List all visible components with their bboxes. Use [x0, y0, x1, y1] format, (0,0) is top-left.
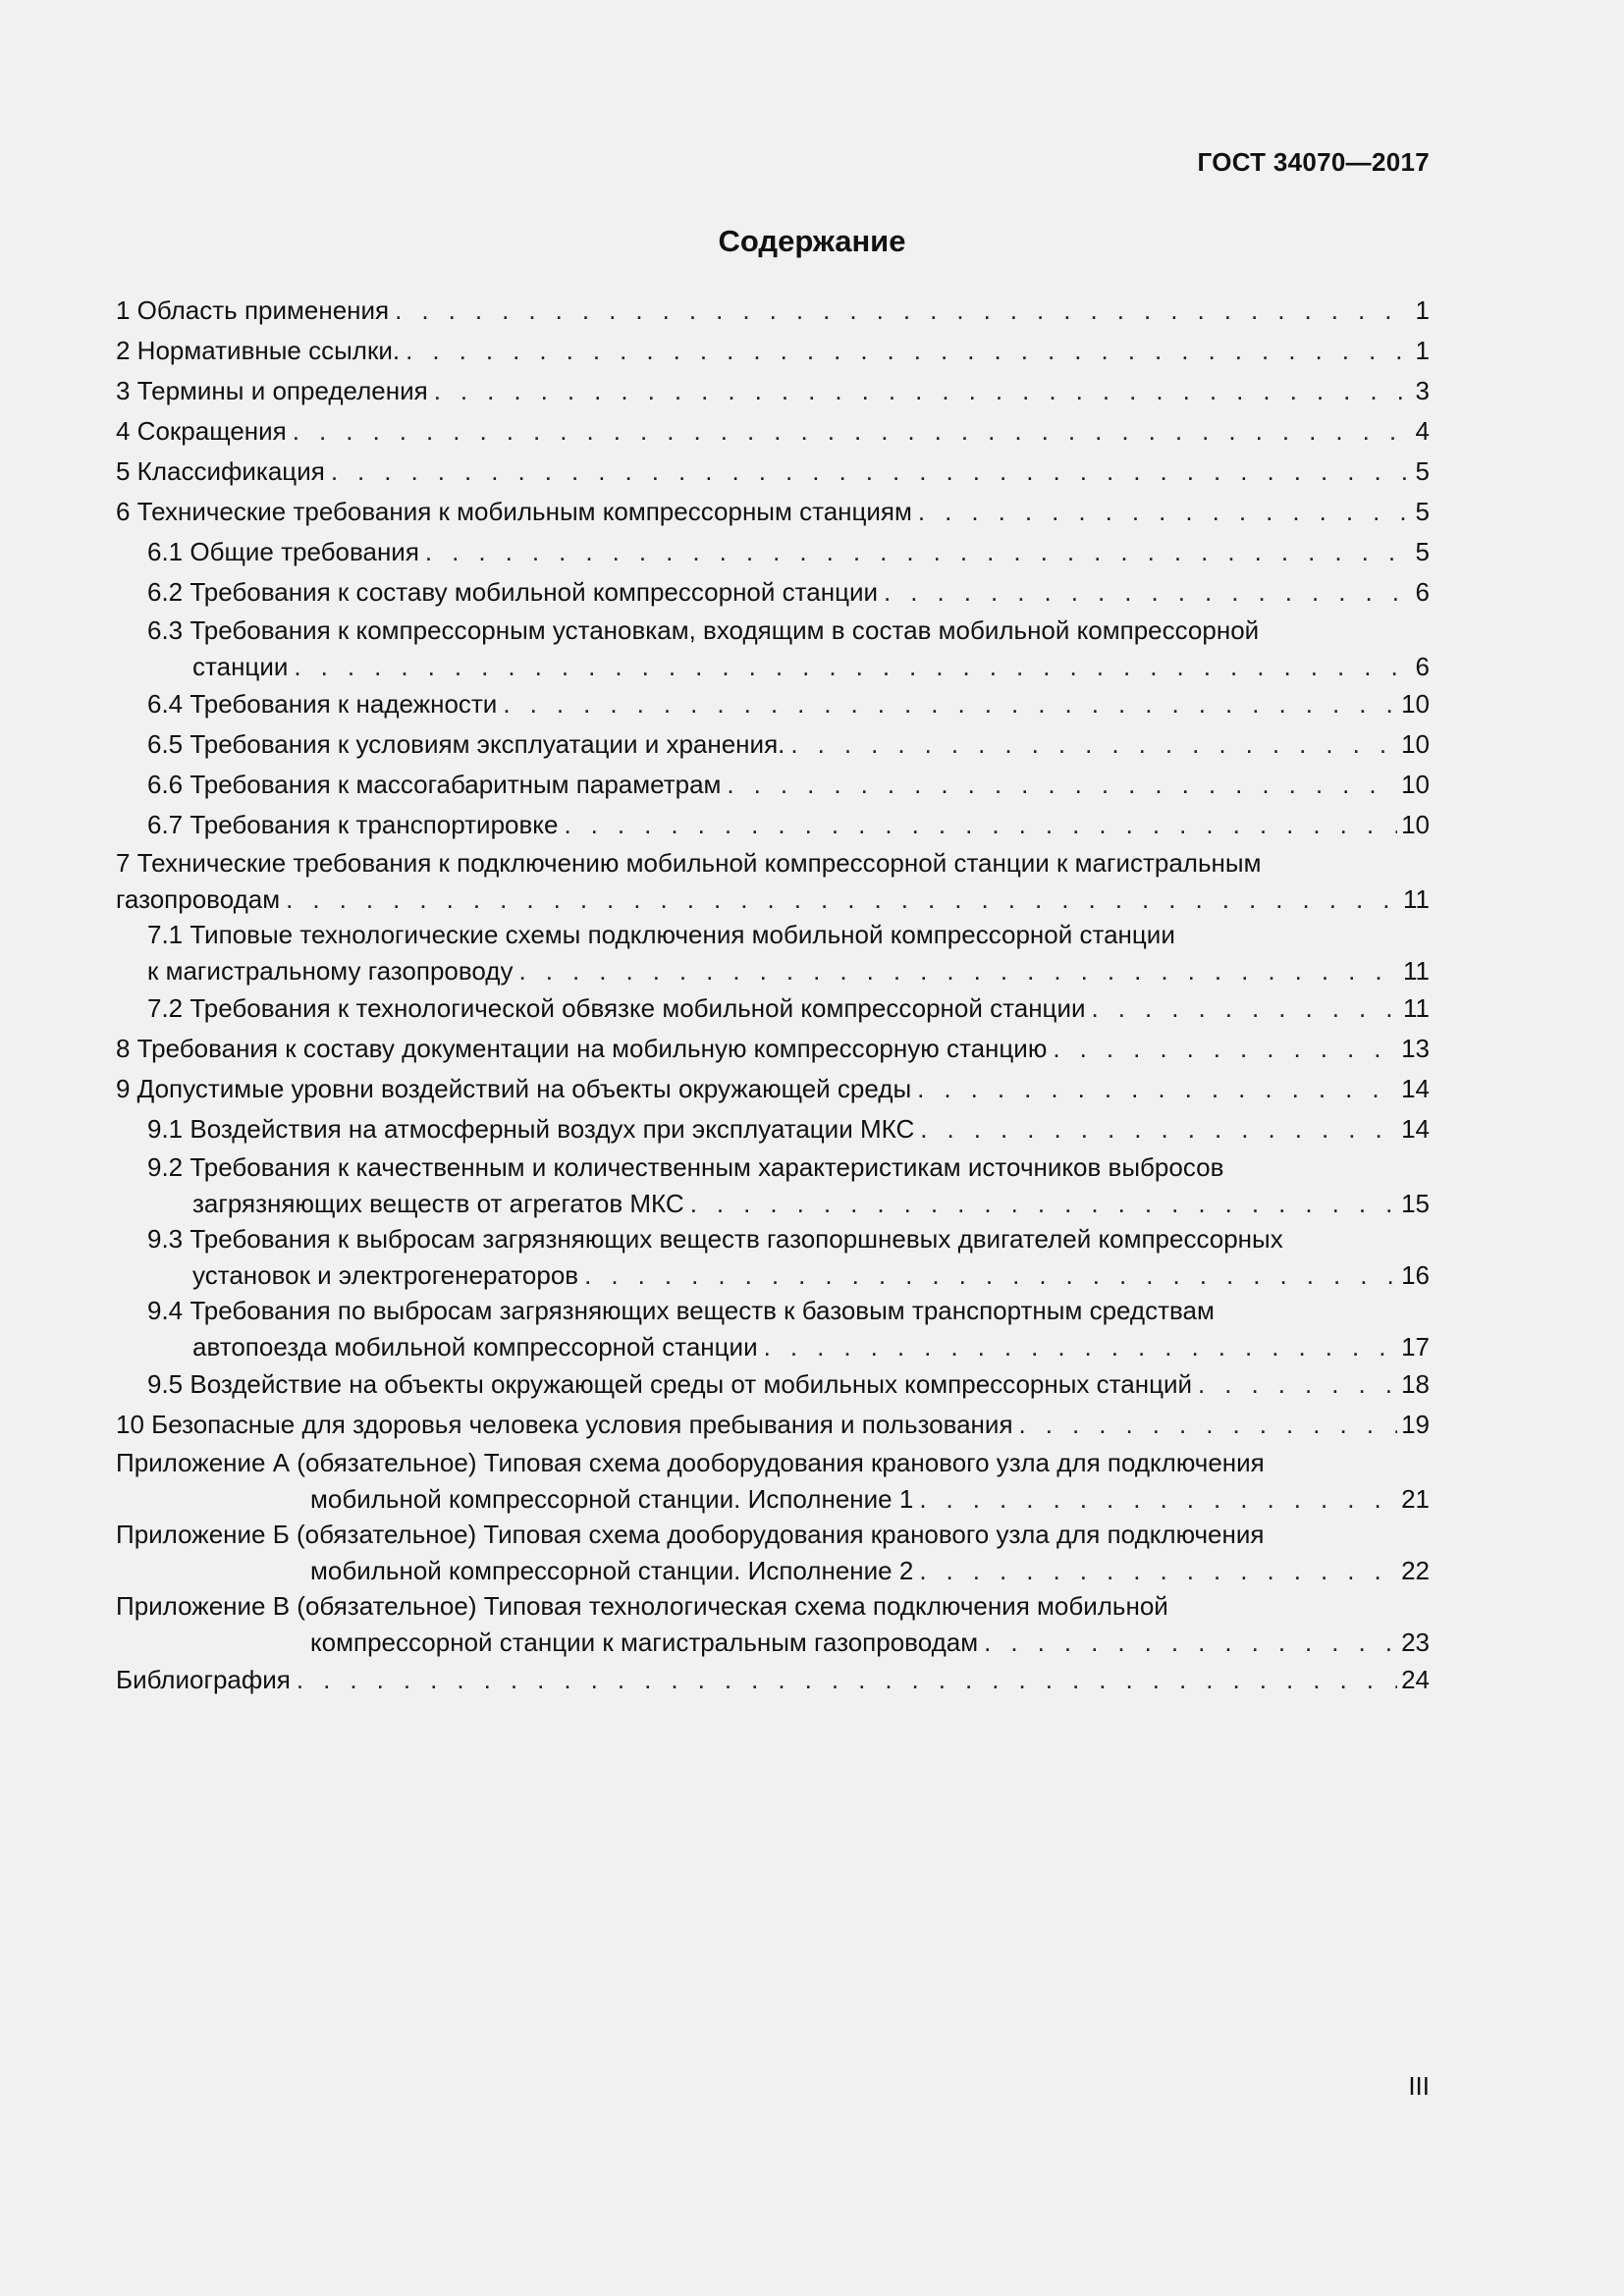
leader-dots [503, 684, 1397, 724]
leader-dots [286, 881, 1399, 917]
toc-entry-page: 11 [1403, 956, 1430, 986]
leader-dots [727, 765, 1397, 805]
toc-entry[interactable] [116, 684, 1430, 724]
leader-dots [434, 371, 1406, 411]
leader-dots [293, 411, 1406, 452]
toc-entry-page: 16 [1401, 1260, 1430, 1290]
toc-entry[interactable] [116, 1364, 1430, 1405]
toc-entry[interactable] [116, 1660, 1430, 1700]
toc-entry[interactable] [116, 572, 1430, 613]
leader-dots [1198, 1364, 1397, 1405]
toc-entry-page: 3 [1415, 376, 1430, 405]
leader-dots [690, 1186, 1397, 1221]
toc-entry-label: 7.2 Требования к технологической обвязке мобильной компрессорной станции [147, 993, 1086, 1023]
toc-entry-label: 6.5 Требования к условиям эксплуатации и хранения. [147, 729, 785, 759]
toc-entry-page: 11 [1403, 993, 1430, 1023]
toc-entry-page: 5 [1415, 456, 1430, 486]
toc-entry-label-continued: газопроводам [116, 884, 281, 914]
toc-entry-label: 7 Технические требования к подключению мобильной компрессорной станции к магистральным [116, 848, 1262, 878]
toc-entry-label: 1 Область применения [116, 295, 390, 325]
toc-entry[interactable] [116, 371, 1430, 411]
toc-entry[interactable] [116, 988, 1430, 1029]
leader-dots [518, 953, 1399, 988]
toc-entry-label: 9.2 Требования к качественным и количественным характеристикам источников выбросов [147, 1152, 1224, 1182]
leader-dots [884, 572, 1406, 613]
toc-entry[interactable] [116, 291, 1430, 331]
leader-dots [406, 331, 1406, 371]
toc-entry-label-continued: автопоезда мобильной компрессорной станции [192, 1332, 758, 1362]
toc-entry-label: 7.1 Типовые технологические схемы подключения мобильной компрессорной станции [147, 920, 1175, 949]
toc-entry-page: 13 [1401, 1034, 1430, 1063]
toc-entry[interactable] [116, 724, 1430, 765]
leader-dots [790, 724, 1397, 765]
leader-dots [294, 649, 1406, 684]
toc-entry[interactable] [116, 1109, 1430, 1149]
toc-entry[interactable] [116, 1029, 1430, 1069]
leader-dots [764, 1329, 1397, 1364]
toc-entry[interactable] [116, 845, 1430, 917]
leader-dots [584, 1257, 1397, 1293]
toc-entry-page: 14 [1401, 1074, 1430, 1103]
toc-entry-label: 6 Технические требования к мобильным компрессорным станциям [116, 497, 912, 526]
toc-entry-label: 9.1 Воздействия на атмосферный воздух при эксплуатации МКС [147, 1114, 915, 1144]
toc-entry-label-continued: мобильной компрессорной станции. Исполнение 1 [310, 1484, 914, 1514]
toc-entry-page: 10 [1401, 810, 1430, 839]
toc-entry-page: 17 [1401, 1332, 1430, 1362]
toc-entry-page: 1 [1415, 295, 1430, 325]
toc-entry[interactable] [116, 1405, 1430, 1445]
toc-entry[interactable] [116, 411, 1430, 452]
toc-entry-label-continued: станции [192, 652, 289, 681]
toc-entry-label-continued: компрессорной станции к магистральным газопроводам [310, 1628, 979, 1657]
toc-entry-page: 22 [1401, 1556, 1430, 1585]
document-code: ГОСТ 34070—2017 [1197, 147, 1430, 177]
toc-entry-page: 18 [1401, 1369, 1430, 1399]
toc-entry-page: 6 [1415, 577, 1430, 607]
toc-entry-label: 9.3 Требования к выбросам загрязняющих веществ газопоршневых двигателей компрессорных [147, 1224, 1283, 1254]
leader-dots [917, 1069, 1397, 1109]
toc-entry-page: 1 [1415, 336, 1430, 365]
toc-entry-page: 5 [1415, 537, 1430, 566]
toc-entry-page: 19 [1401, 1410, 1430, 1439]
toc-entry-label: Приложение Б (обязательное) Типовая схема дооборудования кранового узла для подключения [116, 1520, 1265, 1549]
table-of-contents [116, 291, 1430, 1700]
toc-entry-label-continued: мобильной компрессорной станции. Исполнение 2 [310, 1556, 914, 1585]
toc-title: Содержание [718, 224, 906, 258]
leader-dots [425, 532, 1406, 572]
toc-entry-label: 9 Допустимые уровни воздействий на объекты окружающей среды [116, 1074, 912, 1103]
leader-dots [920, 1109, 1397, 1149]
toc-entry-label-continued: к магистральному газопроводу [147, 956, 514, 986]
leader-dots [984, 1625, 1397, 1660]
toc-entry-label-continued: установок и электрогенераторов [192, 1260, 579, 1290]
toc-entry-page: 10 [1401, 770, 1430, 799]
toc-entry-page: 10 [1401, 729, 1430, 759]
toc-entry[interactable] [116, 492, 1430, 532]
leader-dots [331, 452, 1406, 492]
toc-entry-label: 9.5 Воздействие на объекты окружающей среды от мобильных компрессорных станций [147, 1369, 1193, 1399]
toc-entry[interactable] [116, 1221, 1430, 1293]
leader-dots [1019, 1405, 1398, 1445]
leader-dots [918, 492, 1406, 532]
leader-dots [395, 291, 1406, 331]
toc-entry-label: 3 Термины и определения [116, 376, 428, 405]
toc-entry-label: 6.1 Общие требования [147, 537, 419, 566]
toc-entry-page: 11 [1403, 884, 1430, 914]
toc-entry-page: 24 [1401, 1665, 1430, 1694]
leader-dots [297, 1660, 1397, 1700]
toc-entry-label: 9.4 Требования по выбросам загрязняющих веществ к базовым транспортным средствам [147, 1296, 1215, 1325]
toc-entry-label: 2 Нормативные ссылки. [116, 336, 401, 365]
toc-entry-page: 21 [1401, 1484, 1430, 1514]
leader-dots [1053, 1029, 1397, 1069]
toc-entry[interactable] [116, 532, 1430, 572]
toc-entry-label: 6.7 Требования к транспортировке [147, 810, 559, 839]
leader-dots [564, 805, 1397, 845]
leader-dots [919, 1481, 1397, 1517]
toc-entry[interactable] [116, 1069, 1430, 1109]
toc-entry[interactable] [116, 765, 1430, 805]
toc-entry[interactable] [116, 1293, 1430, 1364]
toc-entry-label: 6.2 Требования к составу мобильной компрессорной станции [147, 577, 879, 607]
toc-entry-label: Библиография [116, 1665, 291, 1694]
toc-entry[interactable] [116, 1517, 1430, 1588]
toc-entry-page: 15 [1401, 1189, 1430, 1218]
toc-entry-label: Приложение А (обязательное) Типовая схема дооборудования кранового узла для подключения [116, 1448, 1265, 1477]
toc-entry-page: 23 [1401, 1628, 1430, 1657]
toc-entry-label: 10 Безопасные для здоровья человека условия пребывания и пользования [116, 1410, 1013, 1439]
toc-entry-page: 5 [1415, 497, 1430, 526]
toc-entry-page: 4 [1415, 416, 1430, 446]
leader-dots [919, 1553, 1397, 1588]
toc-entry-label: 6.3 Требования к компрессорным установкам, входящим в состав мобильной компрессорной [147, 615, 1260, 645]
toc-entry-label-continued: загрязняющих веществ от агрегатов МКС [192, 1189, 684, 1218]
toc-entry[interactable] [116, 805, 1430, 845]
leader-dots [1092, 988, 1400, 1029]
toc-entry-label: 6.4 Требования к надежности [147, 689, 498, 719]
page-number: III [1408, 2071, 1430, 2101]
toc-entry-label: 6.6 Требования к массогабаритным параметрам [147, 770, 722, 799]
toc-entry[interactable] [116, 331, 1430, 371]
toc-entry[interactable] [116, 613, 1430, 684]
toc-entry[interactable] [116, 1445, 1430, 1517]
toc-entry-label: Приложение В (обязательное) Типовая технологическая схема подключения мобильной [116, 1591, 1168, 1621]
toc-entry[interactable] [116, 1588, 1430, 1660]
toc-entry[interactable] [116, 452, 1430, 492]
toc-entry[interactable] [116, 917, 1430, 988]
toc-entry-label: 8 Требования к составу документации на мобильную компрессорную станцию [116, 1034, 1048, 1063]
toc-entry-page: 10 [1401, 689, 1430, 719]
toc-entry-page: 6 [1415, 652, 1430, 681]
toc-entry[interactable] [116, 1149, 1430, 1221]
toc-entry-label: 5 Классификация [116, 456, 325, 486]
toc-entry-page: 14 [1401, 1114, 1430, 1144]
toc-entry-label: 4 Сокращения [116, 416, 287, 446]
